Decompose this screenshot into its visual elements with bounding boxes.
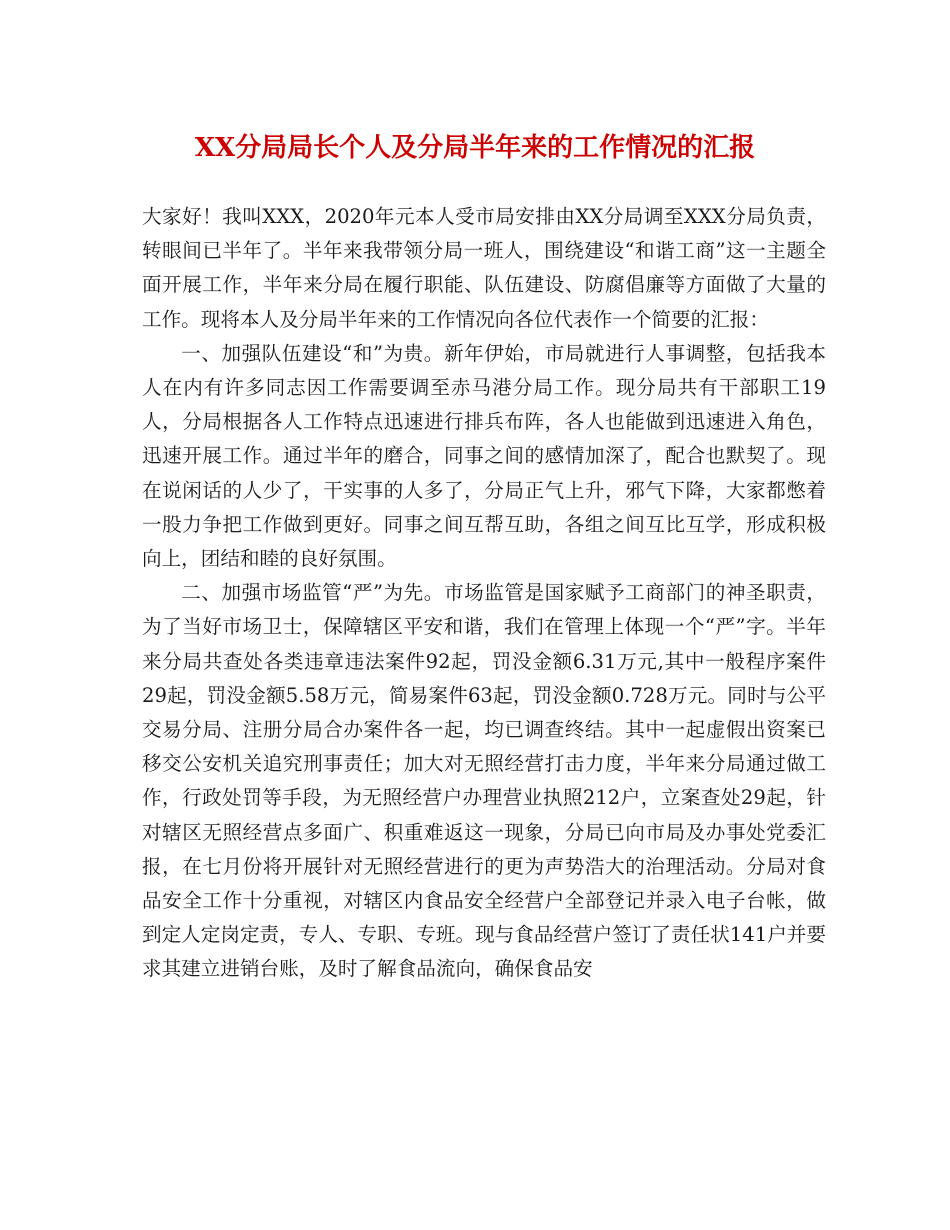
paragraph-greeting: 大家好！我叫XXX，2020年元本人受市局安排由XX分局调至XXX分局负责，转眼间已半年了。半年来我带领分局一班人，围绕建设“和谐工商”这一主题全面开展工作，半年来分局在履行职能、队伍建设、防腐倡廉等方面做了大量的工作。现将本人及分局半年来的工作情况向各位代表作一个简要的汇报： [142,205,826,331]
paragraph-team-building: 一、加强队伍建设“和”为贵。新年伊始，市局就进行人事调整，包括我本人在内有许多同志因工作需要调至赤马港分局工作。现分局共有干部职工19人，分局根据各人工作特点迅速进行排兵布阵，各人也能做到迅速进入角色，迅速开展工作。通过半年的磨合，同事之间的感情加深了，配合也默契了。现在说闲话的人少了，干实事的人多了，分局正气上升，邪气下降，大家都憋着一股力争把工作做到更好。同事之间互帮互助，各组之间互比互学，形成积极向上，团结和睦的良好氛围。 [142,341,826,571]
paragraph-market-supervision: 二、加强市场监管“严”为先。市场监管是国家赋予工商部门的神圣职责，为了当好市场卫士，保障辖区平安和谐，我们在管理上体现一个“严”字。半年来分局共查处各类违章违法案件92起，罚没金额6.31万元,其中一般程序案件29起，罚没金额5.58万元，简易案件63起，罚没金额0.728万元。同时与公平交易分局、注册分局合办案件各一起，均已调查终结。其中一起虚假出资案已移交公安机关追究刑事责任；加大对无照经营打击力度，半年来分局通过做工作，行政处罚等手段，为无照经营户办理营业执照212户，立案查处29起，针对辖区无照经营点多面广、积重难返这一现象，分局已向市局及办事处党委汇报，在七月份将开展针对无照经营进行的更为声势浩大的治理活动。分局对食品安全工作十分重视，对辖区内食品安全经营户全部登记并录入电子台帐，做到定人定岗定责，专人、专职、专班。现与食品经营户签订了责任状141户并要求其建立进销台账，及时了解食品流向，确保食品安 [142,581,826,981]
document-title: XX分局局长个人及分局半年来的工作情况的汇报 [194,133,756,163]
document-body [142,200,826,987]
